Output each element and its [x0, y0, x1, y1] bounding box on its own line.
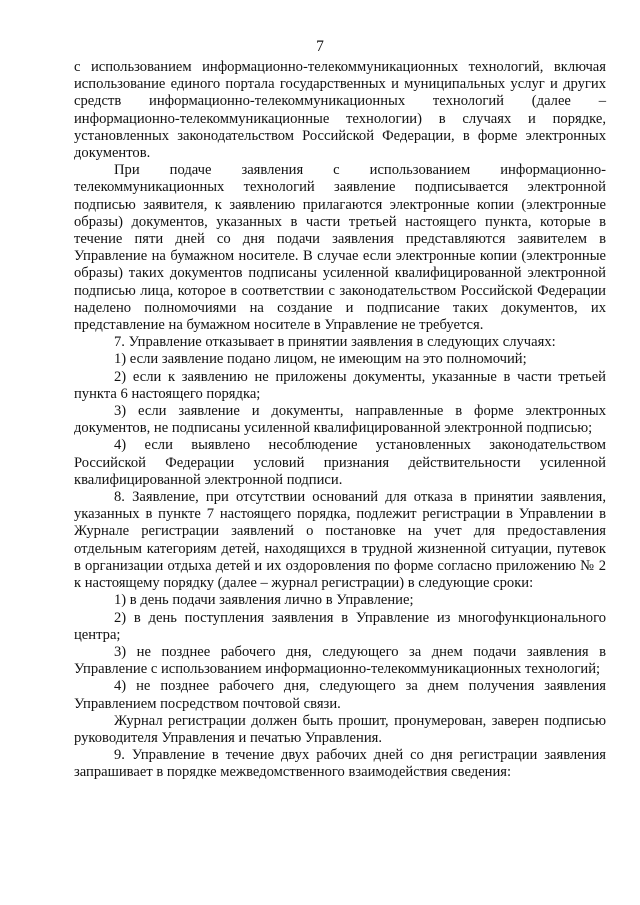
- page-number: 7: [316, 38, 324, 55]
- list-item: 2) если к заявлению не приложены документы, указанные в части третьей пункта 6 настоящего порядка;: [74, 368, 606, 402]
- paragraph: При подаче заявления с использованием информационно-телекоммуникационных технологий заявление подписывается электронной подписью заявителя, к заявлению прилагаются электронные копии (электронные образы) документов, указанных в части третьей настоящего пункта, которые в течение пяти дней со дня подачи заявления представляются заявителем в Управление на бумажном носителе. В случае если электронные копии (электронные образы) таких документов подписаны усиленной квалифицированной электронной подписью лица, которое в соответствии с законодательством Российской Федерации наделено полномочиями на создание и подписание таких документов, их представление на бумажном носителе в Управление не требуется.: [74, 162, 606, 334]
- list-item: 4) если выявлено несоблюдение установленных законодательством Российской Федерации условий признания действительности усиленной квалифицированной электронной подписи.: [74, 437, 606, 488]
- paragraph: 8. Заявление, при отсутствии оснований для отказа в принятии заявления, указанных в пункте 7 настоящего порядка, подлежит регистрации в Управлении в Журнале регистрации заявлений о постановке на учет для предоставления отдельным категориям детей, находящихся в трудной жизненной ситуации, путевок в организации отдыха детей и их оздоровления по форме согласно приложению № 2 к настоящему порядку (далее – журнал регистрации) в следующие сроки:: [74, 489, 606, 592]
- document-body: [74, 59, 606, 782]
- list-item: 1) если заявление подано лицом, не имеющим на это полномочий;: [114, 351, 527, 368]
- paragraph: 9. Управление в течение двух рабочих дней со дня регистрации заявления запрашивает в порядке межведомственного взаимодействия сведения:: [74, 747, 606, 781]
- list-item: 2) в день поступления заявления в Управление из многофункционального центра;: [74, 609, 606, 643]
- list-item: 3) не позднее рабочего дня, следующего за днем подачи заявления в Управление с использованием информационно-телекоммуникационных технологий;: [74, 643, 606, 678]
- list-item: 1) в день подачи заявления лично в Управление;: [114, 592, 414, 609]
- paragraph: Журнал регистрации должен быть прошит, пронумерован, заверен подписью руководителя Управления и печатью Управления.: [74, 712, 606, 746]
- paragraph: 7. Управление отказывает в принятии заявления в следующих случаях:: [114, 334, 556, 351]
- list-item: 3) если заявление и документы, направленные в форме электронных документов, не подписаны усиленной квалифицированной электронной подписью;: [74, 403, 606, 437]
- list-item: 4) не позднее рабочего дня, следующего за днем получения заявления Управлением посредством почтовой связи.: [74, 678, 606, 712]
- paragraph: с использованием информационно-телекоммуникационных технологий, включая использование единого портала государственных и муниципальных услуг и других средств информационно-телекоммуникационных технологий (далее – информационно-телекоммуникационные технологии) в случаях и порядке, установленных законодательством Российской Федерации, в форме электронных документов.: [74, 59, 606, 162]
